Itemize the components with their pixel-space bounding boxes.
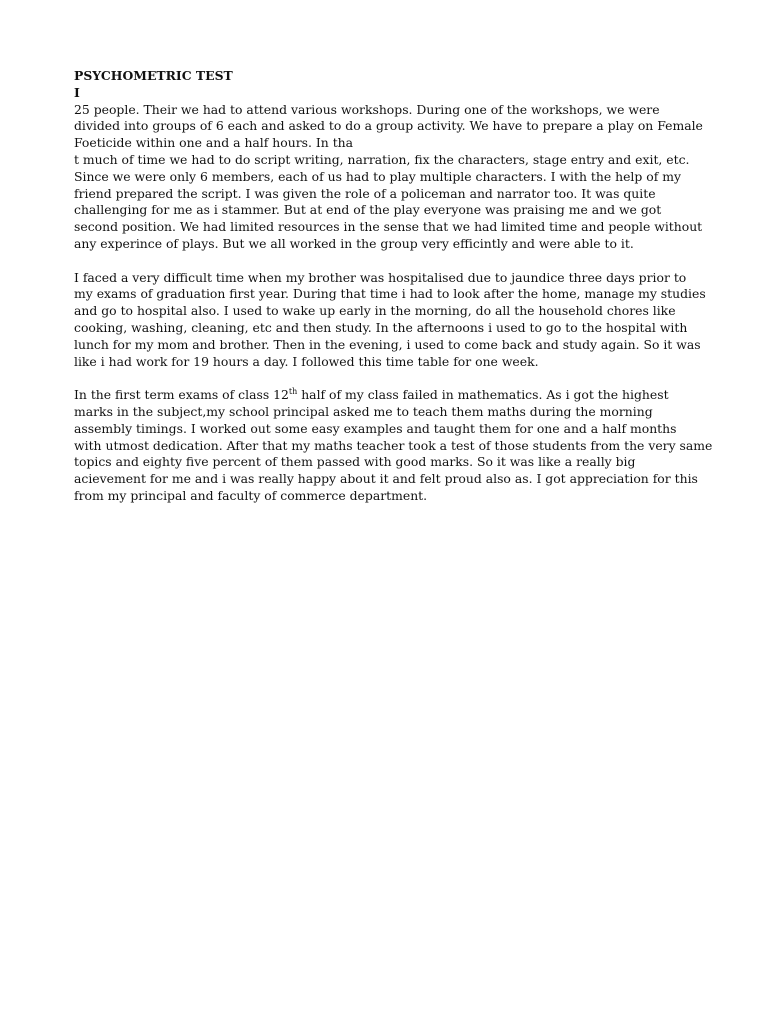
paragraph-line: t much of time we had to do script writing, narration, fix the characters, stage entry and exit, etc. — [74, 151, 690, 167]
paragraph-line: from my principal and faculty of commerce department. — [74, 487, 428, 503]
paragraph-maths — [74, 387, 713, 505]
paragraph-line: with utmost dedication. After that my maths teacher took a test of those students from the very same — [74, 437, 713, 453]
paragraph-workshop — [74, 102, 704, 253]
paragraph-line: divided into groups of 6 each and asked to do a group activity. We have to prepare a play on Female — [74, 118, 703, 134]
paragraph-line: my exams of graduation first year. During that time i had to look after the home, manage my studies — [74, 286, 706, 302]
paragraph-line: marks in the subject,my school principal asked me to teach them maths during the morning — [74, 403, 653, 419]
paragraph-line: any experince of plays. But we all worked in the group very efficintly and were able to it. — [74, 235, 634, 251]
paragraph-line: Since we were only 6 members, each of us had to play multiple characters. I with the help of my — [74, 168, 681, 184]
paragraph-line: second position. We had limited resources in the sense that we had limited time and people without — [74, 219, 703, 235]
section-marker: I — [74, 84, 80, 100]
paragraph-line: topics and eighty five percent of them passed with good marks. So it was like a really big — [74, 454, 636, 470]
paragraph-line: Foeticide within one and a half hours. In tha — [74, 135, 354, 151]
document-page — [74, 68, 713, 505]
paragraph-line: lunch for my mom and brother. Then in the evening, i used to come back and study again. So it was — [74, 336, 701, 352]
paragraph-line: acievement for me and i was really happy about it and felt proud also as. I got appreciation for this — [74, 471, 698, 487]
paragraph-line: challenging for me as i stammer. But at end of the play everyone was praising me and we got — [74, 202, 662, 218]
superscript: th — [288, 387, 298, 397]
paragraph-line: and go to hospital also. I used to wake up early in the morning, do all the household chores like — [74, 303, 676, 319]
paragraph-line: 25 people. Their we had to attend various workshops. During one of the workshops, we were — [74, 101, 660, 117]
paragraph-hospital — [74, 270, 704, 371]
paragraph-line: cooking, washing, cleaning, etc and then study. In the afternoons i used to go to the hospital with — [74, 319, 688, 335]
document-title: PSYCHOMETRIC TEST — [74, 68, 233, 83]
paragraph-spacer — [74, 370, 704, 387]
paragraph-line: I faced a very difficult time when my brother was hospitalised due to jaundice three days prior to — [74, 269, 687, 285]
line-text: half of my class failed in mathematics. As i got the highest — [297, 387, 669, 403]
paragraph-spacer — [74, 253, 704, 270]
paragraph-line: like i had work for 19 hours a day. I followed this time table for one week. — [74, 353, 539, 369]
line-text: In the first term exams of class 12 — [74, 387, 289, 403]
paragraph-line: friend prepared the script. I was given the role of a policeman and narrator too. It was quite — [74, 185, 656, 201]
paragraph-line: assembly timings. I worked out some easy examples and taught them for one and a half months — [74, 420, 677, 436]
paragraph-line — [74, 387, 704, 404]
